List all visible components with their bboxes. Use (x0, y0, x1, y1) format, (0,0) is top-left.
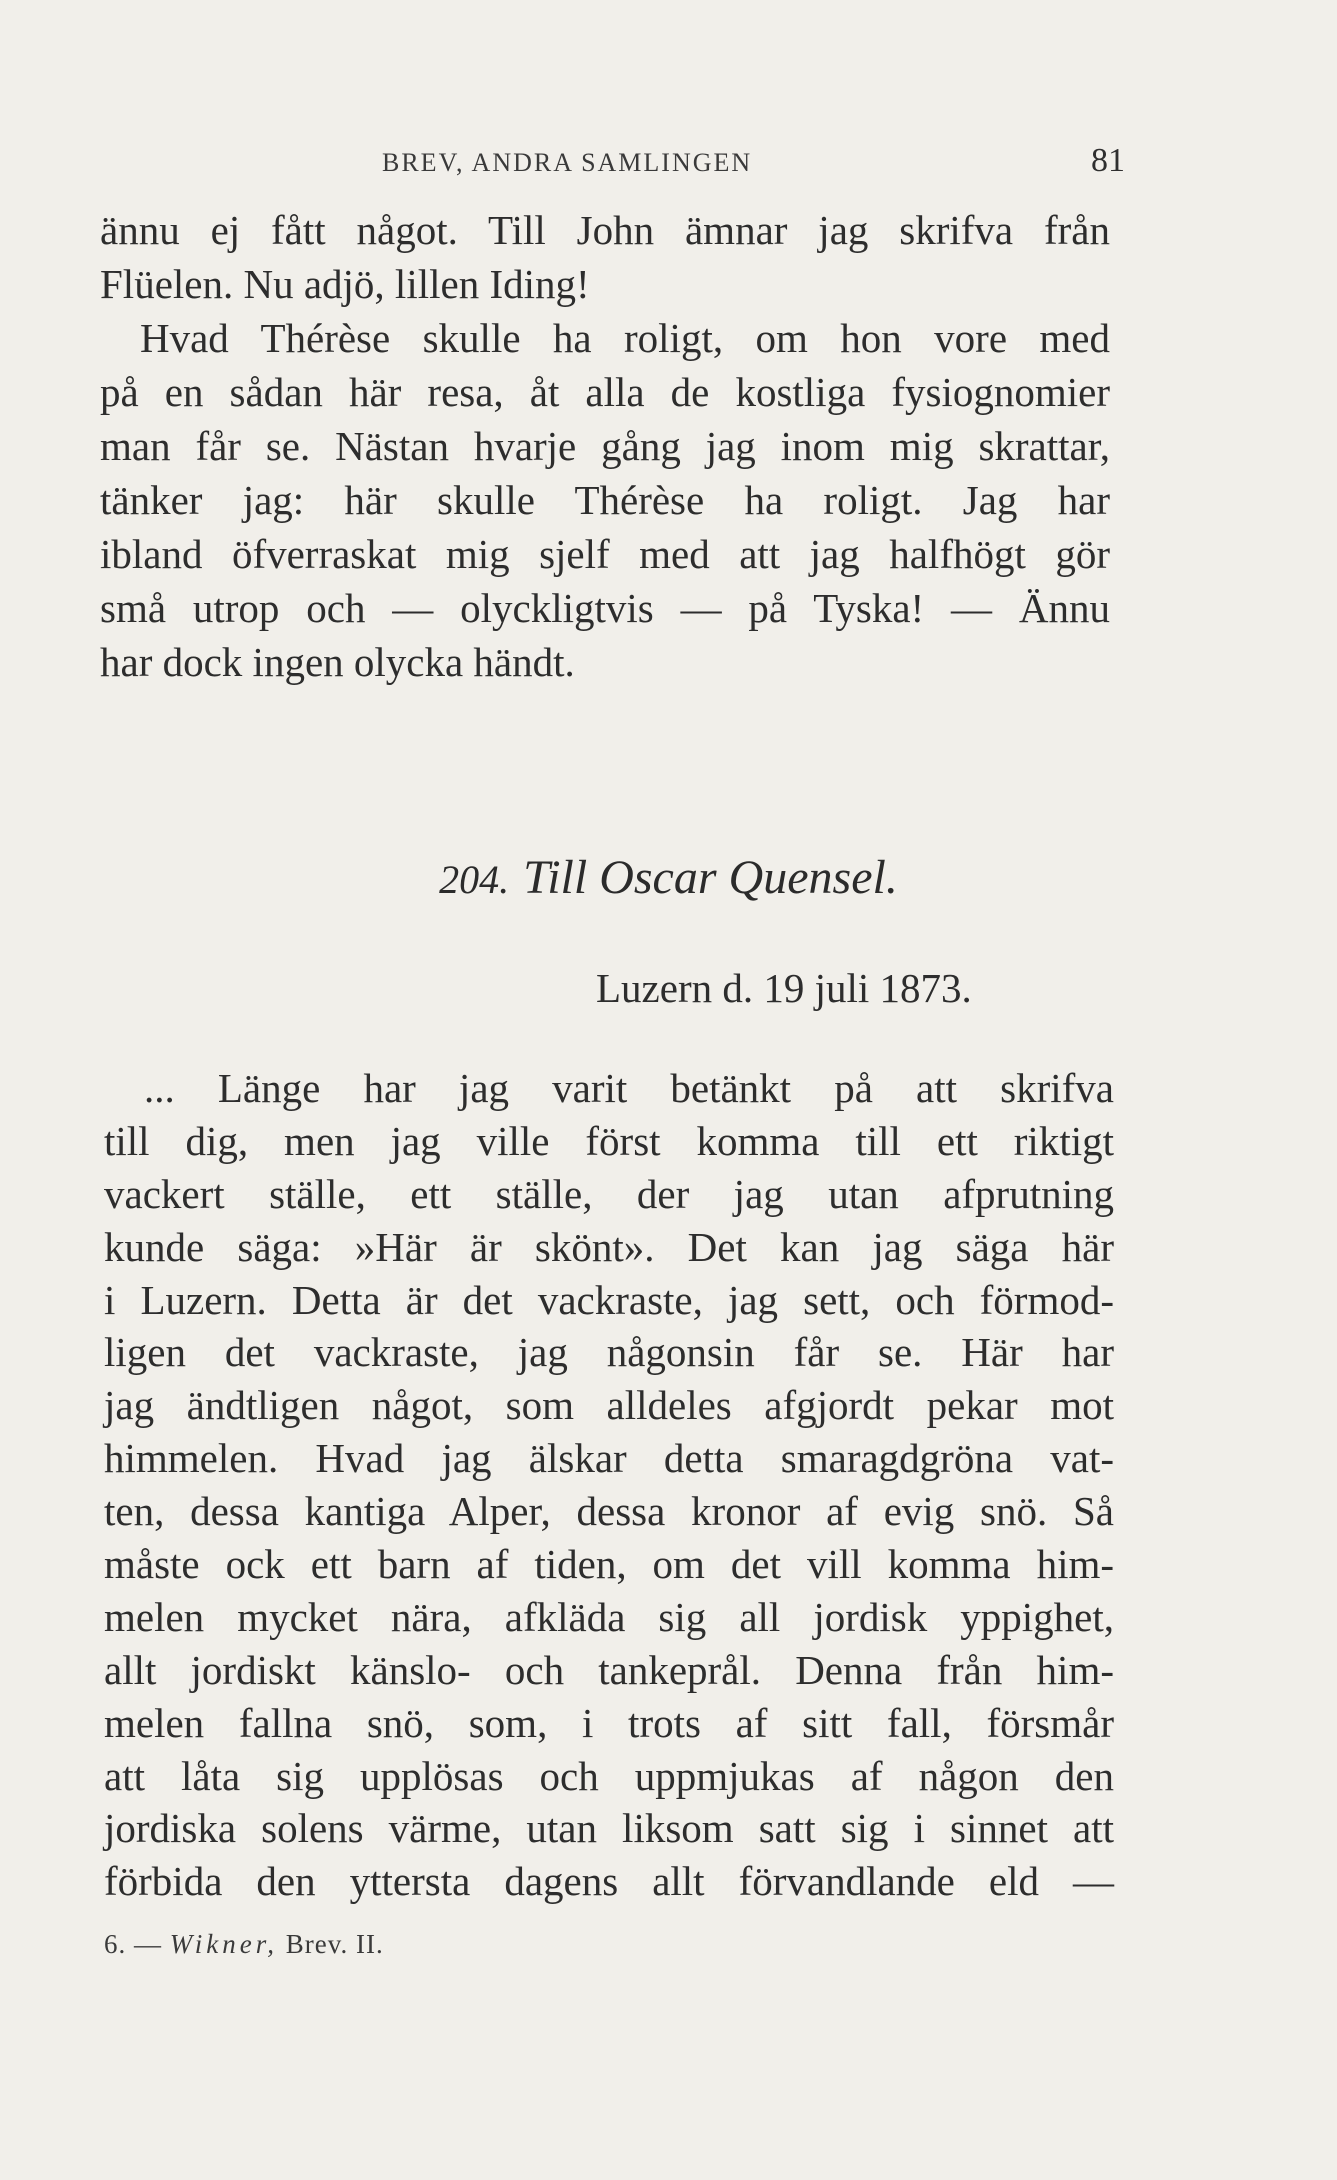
text-line: jag ändtligen något, som alldeles afgjordt pekar mot (104, 1382, 1114, 1429)
text-line: vackert ställe, ett ställe, der jag utan afprutning (104, 1170, 1114, 1217)
page-header (100, 142, 1135, 192)
text-line: ... Länge har jag varit betänkt på att skrifva (144, 1065, 1114, 1111)
text-line: Hvad Thérèse skulle ha roligt, om hon vore med (140, 315, 1110, 361)
letter-body (104, 1062, 1114, 1908)
text-line: allt jordiskt känslo- och tankeprål. Denna från him- (104, 1646, 1114, 1693)
text-line: små utrop och — olyckligtvis — på Tyska! — Ännu (100, 585, 1110, 631)
text-line: i Luzern. Detta är det vackraste, jag sett, och förmod- (104, 1276, 1114, 1323)
letter-heading (0, 850, 1337, 905)
text-line: melen mycket nära, afkläda sig all jordisk yppighet, (104, 1593, 1114, 1640)
text-line: Flüelen. Nu adjö, lillen Iding! (100, 261, 590, 307)
text-line: måste ock ett barn af tiden, om det vill komma him- (104, 1541, 1114, 1588)
text-line: förbida den yttersta dagens allt förvandlande eld — (104, 1858, 1114, 1905)
text-line: himmelen. Hvad jag älskar detta smaragdgröna vat- (104, 1435, 1114, 1482)
letter-number: 204. (439, 857, 510, 902)
signature-name: Wikner, (169, 1929, 278, 1959)
letter-dateline: Luzern d. 19 juli 1873. (596, 965, 972, 1011)
signature-suffix: Brev. II. (285, 1929, 384, 1959)
text-line: ligen det vackraste, jag någonsin får se. Här har (104, 1329, 1114, 1376)
text-line: på en sådan här resa, åt alla de kostliga fysiognomier (100, 369, 1110, 415)
text-line: kunde säga: »Här är skönt». Det kan jag säga här (104, 1223, 1114, 1270)
text-line: jordiska solens värme, utan liksom satt sig i sinnet att (104, 1805, 1114, 1852)
page-number: 81 (1091, 142, 1125, 179)
text-line: att låta sig upplösas och uppmjukas af någon den (104, 1752, 1114, 1799)
text-line: till dig, men jag ville först komma till ett riktigt (104, 1117, 1114, 1164)
text-line: melen fallna snö, som, i trots af sitt fall, försmår (104, 1699, 1114, 1746)
signature-line (104, 1929, 384, 1960)
text-line: tänker jag: här skulle Thérèse ha roligt. Jag har (100, 477, 1110, 523)
text-line: ten, dessa kantiga Alper, dessa kronor af evig snö. Så (104, 1488, 1114, 1535)
text-line: ännu ej fått något. Till John ämnar jag skrifva från (100, 207, 1110, 253)
paragraph-continued (100, 203, 1110, 689)
running-head: BREV, ANDRA SAMLINGEN (382, 148, 753, 177)
signature-prefix: 6. — (104, 1929, 162, 1959)
text-line: ibland öfverraskat mig sjelf med att jag halfhögt gör (100, 531, 1110, 577)
text-line: har dock ingen olycka händt. (100, 639, 575, 685)
text-line: man får se. Nästan hvarje gång jag inom mig skrattar, (100, 423, 1110, 469)
letter-title: Till Oscar Quensel. (523, 851, 898, 904)
